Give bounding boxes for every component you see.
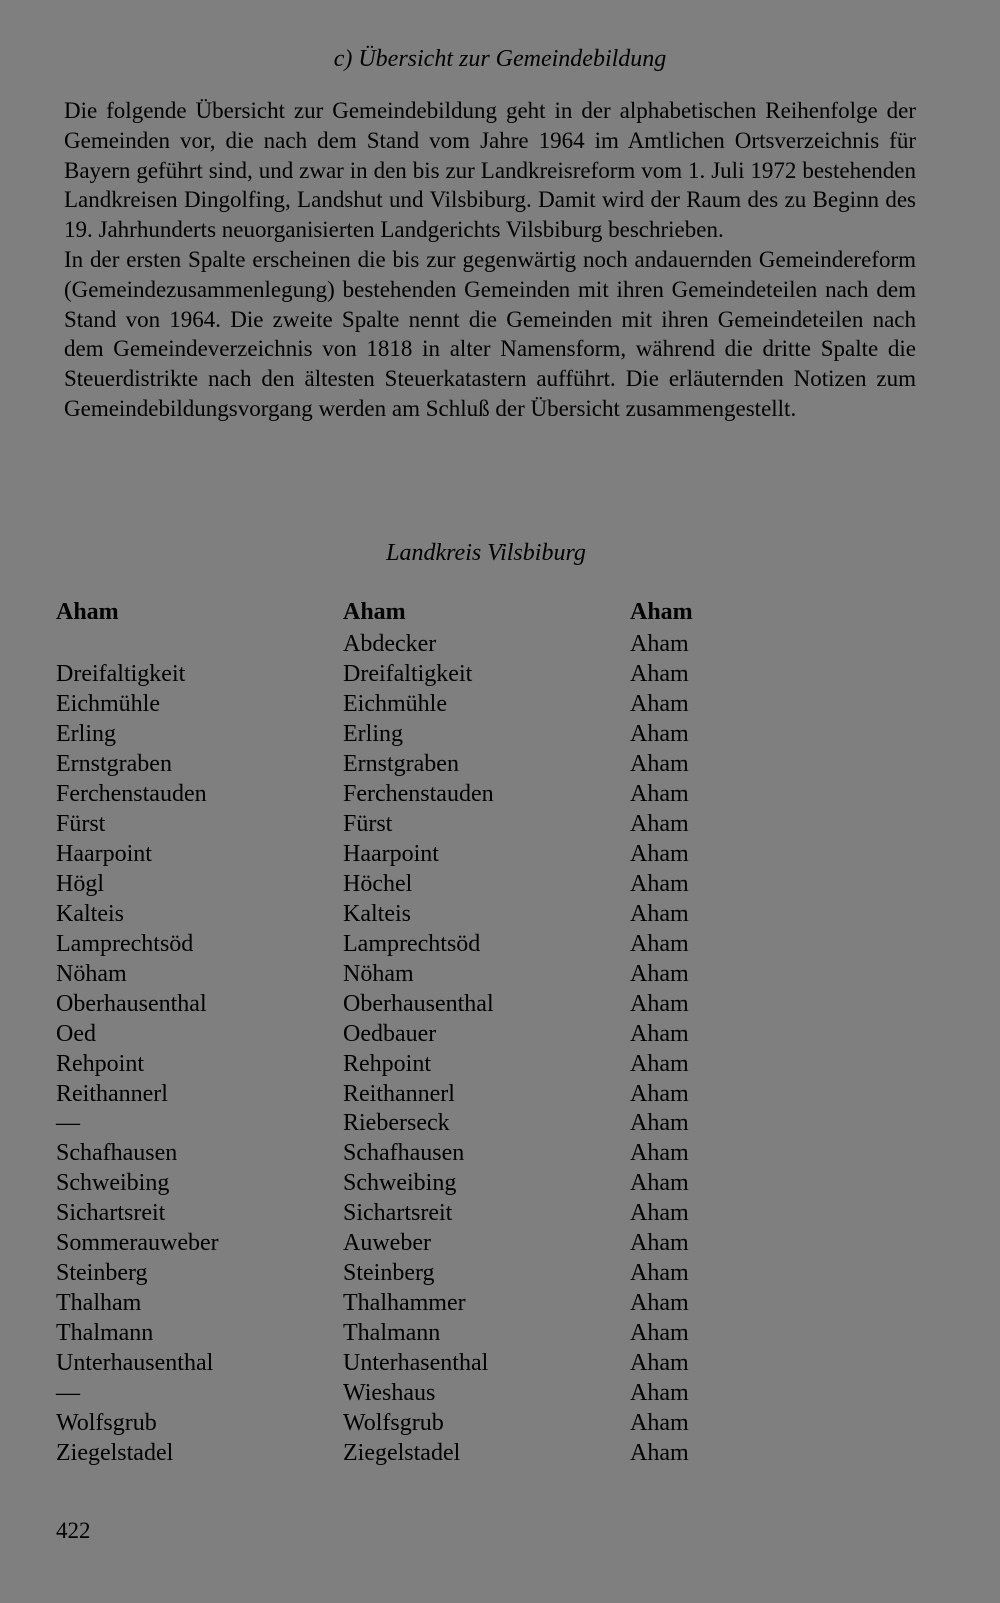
table-row bbox=[56, 1349, 936, 1379]
table-cell: Fürst bbox=[56, 811, 106, 838]
table-cell: Aham bbox=[630, 990, 689, 1017]
table-cell: Thalmann bbox=[56, 1320, 154, 1347]
table-row bbox=[56, 870, 936, 900]
table-cell: Steinberg bbox=[56, 1260, 148, 1287]
table-cell: Schafhausen bbox=[56, 1140, 178, 1167]
table-cell: Aham bbox=[630, 721, 689, 748]
table-row bbox=[56, 1319, 936, 1349]
table-cell: Thalmann bbox=[343, 1320, 441, 1347]
table-cell: Ziegelstadel bbox=[56, 1439, 174, 1466]
table-cell: Aham bbox=[630, 1200, 689, 1227]
table-cell: Lamprechtsöd bbox=[343, 930, 481, 957]
table-cell: Oberhausenthal bbox=[56, 990, 207, 1017]
table-cell: Rehpoint bbox=[56, 1050, 144, 1077]
table-cell: Aham bbox=[630, 1260, 689, 1287]
table-row bbox=[56, 929, 936, 959]
table-row bbox=[56, 1109, 936, 1139]
intro-paragraph-1: Die folgende Übersicht zur Gemeindebildung geht in der alphabetischen Reihenfolge der Gemeinden vor, die nach dem Stand vom Jahre 1964 im Amtlichen Ortsverzeichnis für Bayern geführt sind, und zwar in den bis zur Landkreisreform vom 1. Juli 1972 bestehenden Landkreisen Dingolfing, Landshut und Vilsbiburg. Damit wird der Raum des zu Beginn des 19. Jahrhunderts neuorganisierten Landgerichts Vilsbiburg beschrieben. bbox=[64, 98, 916, 243]
table-header-row bbox=[56, 596, 936, 628]
table-cell: Thalhammer bbox=[343, 1290, 466, 1317]
table-cell: Erling bbox=[343, 721, 403, 748]
table-row bbox=[56, 959, 936, 989]
table-cell: Schafhausen bbox=[343, 1140, 465, 1167]
table-cell: Reithannerl bbox=[56, 1080, 168, 1107]
table-cell: Aham bbox=[630, 960, 689, 987]
table-cell: Rieberseck bbox=[343, 1110, 450, 1137]
table-cell: Fürst bbox=[343, 811, 393, 838]
table-row bbox=[56, 690, 936, 720]
table-cell: Schweibing bbox=[343, 1170, 457, 1197]
table-cell: Nöham bbox=[56, 960, 127, 987]
table-cell: Aham bbox=[630, 900, 689, 927]
table-cell: Höchel bbox=[343, 870, 413, 897]
table-row bbox=[56, 1289, 936, 1319]
header-col-tax-district: Aham bbox=[630, 598, 693, 625]
table-cell: Aham bbox=[630, 1050, 689, 1077]
table-cell: Högl bbox=[56, 870, 104, 897]
table-row bbox=[56, 1259, 936, 1289]
header-col-1818: Aham bbox=[343, 598, 406, 625]
table-cell: Aham bbox=[630, 930, 689, 957]
table-cell: Aham bbox=[630, 1140, 689, 1167]
table-cell: Ernstgraben bbox=[56, 751, 172, 778]
table-row bbox=[56, 1019, 936, 1049]
table-cell: Ziegelstadel bbox=[343, 1439, 461, 1466]
table-cell: Sichartsreit bbox=[343, 1200, 453, 1227]
table-cell: Sichartsreit bbox=[56, 1200, 166, 1227]
table-row bbox=[56, 989, 936, 1019]
table-cell: — bbox=[56, 1379, 80, 1406]
table-row bbox=[56, 1438, 936, 1468]
table-cell: Haarpoint bbox=[343, 841, 439, 868]
table-cell: Dreifaltigkeit bbox=[343, 661, 473, 688]
table-cell: Aham bbox=[630, 1349, 689, 1376]
header-col-1964: Aham bbox=[56, 598, 119, 625]
table-cell: Steinberg bbox=[343, 1260, 435, 1287]
table-cell: Aham bbox=[630, 811, 689, 838]
table-cell: Ferchenstauden bbox=[343, 781, 494, 808]
table-row bbox=[56, 1139, 936, 1169]
table-cell: Aham bbox=[630, 870, 689, 897]
table-cell: Aham bbox=[630, 1110, 689, 1137]
municipality-table bbox=[56, 596, 936, 1468]
table-cell: Haarpoint bbox=[56, 841, 152, 868]
table-cell: Aham bbox=[630, 781, 689, 808]
table-row bbox=[56, 810, 936, 840]
table-row bbox=[56, 1408, 936, 1438]
table-cell: Aham bbox=[630, 1320, 689, 1347]
table-row bbox=[56, 660, 936, 690]
table-cell: — bbox=[56, 1110, 80, 1137]
table-cell: Wolfsgrub bbox=[343, 1409, 444, 1436]
table-cell: Unterhausenthal bbox=[56, 1349, 214, 1376]
page-number: 422 bbox=[56, 1518, 91, 1543]
table-row bbox=[56, 1079, 936, 1109]
table-cell: Aham bbox=[630, 1170, 689, 1197]
table-cell: Rehpoint bbox=[343, 1050, 431, 1077]
table-cell: Aham bbox=[630, 1230, 689, 1257]
section-heading: c) Übersicht zur Gemeindebildung bbox=[333, 46, 667, 72]
table-cell: Reithannerl bbox=[343, 1080, 455, 1107]
table-row bbox=[56, 1199, 936, 1229]
table-cell: Aham bbox=[630, 1409, 689, 1436]
table-cell: Oed bbox=[56, 1020, 96, 1047]
table-row bbox=[56, 899, 936, 929]
table-cell: Kalteis bbox=[56, 900, 124, 927]
table-cell: Thalham bbox=[56, 1290, 142, 1317]
table-cell: Aham bbox=[630, 661, 689, 688]
table-cell: Aham bbox=[630, 751, 689, 778]
table-cell: Auweber bbox=[343, 1230, 431, 1257]
table-cell: Oberhausenthal bbox=[343, 990, 494, 1017]
table-cell: Aham bbox=[630, 1290, 689, 1317]
table-cell: Wolfsgrub bbox=[56, 1409, 157, 1436]
table-cell: Eichmühle bbox=[343, 691, 447, 718]
table-cell: Aham bbox=[630, 691, 689, 718]
table-cell: Lamprechtsöd bbox=[56, 930, 194, 957]
table-cell: Aham bbox=[630, 1080, 689, 1107]
table-cell: Wieshaus bbox=[343, 1379, 436, 1406]
table-row bbox=[56, 1229, 936, 1259]
table-cell: Ferchenstauden bbox=[56, 781, 207, 808]
table-cell: Aham bbox=[630, 1020, 689, 1047]
table-cell: Ernstgraben bbox=[343, 751, 459, 778]
table-row bbox=[56, 780, 936, 810]
table-cell: Kalteis bbox=[343, 900, 411, 927]
table-row bbox=[56, 630, 936, 660]
table-cell: Unterhasenthal bbox=[343, 1349, 489, 1376]
table-row bbox=[56, 720, 936, 750]
table-cell: Abdecker bbox=[343, 631, 437, 658]
table-row bbox=[56, 1169, 936, 1199]
table-row bbox=[56, 750, 936, 780]
table-cell: Sommerauweber bbox=[56, 1230, 219, 1257]
table-cell: Aham bbox=[630, 631, 689, 658]
table-cell: Nöham bbox=[343, 960, 414, 987]
table-cell: Aham bbox=[630, 841, 689, 868]
table-row bbox=[56, 1049, 936, 1079]
table-cell: Erling bbox=[56, 721, 116, 748]
table-row bbox=[56, 1378, 936, 1408]
table-cell: Aham bbox=[630, 1439, 689, 1466]
intro-text bbox=[64, 96, 916, 424]
table-cell: Schweibing bbox=[56, 1170, 170, 1197]
table-cell: Eichmühle bbox=[56, 691, 160, 718]
table-row bbox=[56, 840, 936, 870]
table-cell: Aham bbox=[630, 1379, 689, 1406]
district-heading: Landkreis Vilsbiburg bbox=[386, 540, 586, 566]
table-cell: Dreifaltigkeit bbox=[56, 661, 186, 688]
table-cell: Oedbauer bbox=[343, 1020, 437, 1047]
intro-paragraph-2: In der ersten Spalte erscheinen die bis zur gegenwärtig noch andauernden Gemeindereform (Gemeindezusammenlegung) bestehenden Gemeinden mit ihren Gemeindeteilen nach dem Stand von 1964. Die zweite Spalte nennt die Gemeinden mit ihren Gemeindeteilen nach dem Gemeindeverzeichnis von 1818 in alter Namensform, während die dritte Spalte die Steuerdistrikte nach den ältesten Steuerkatastern aufführt. Die erläuternden Notizen zum Gemeindebildungsvorgang werden am Schluß der Übersicht zusammengestellt. bbox=[64, 246, 916, 421]
